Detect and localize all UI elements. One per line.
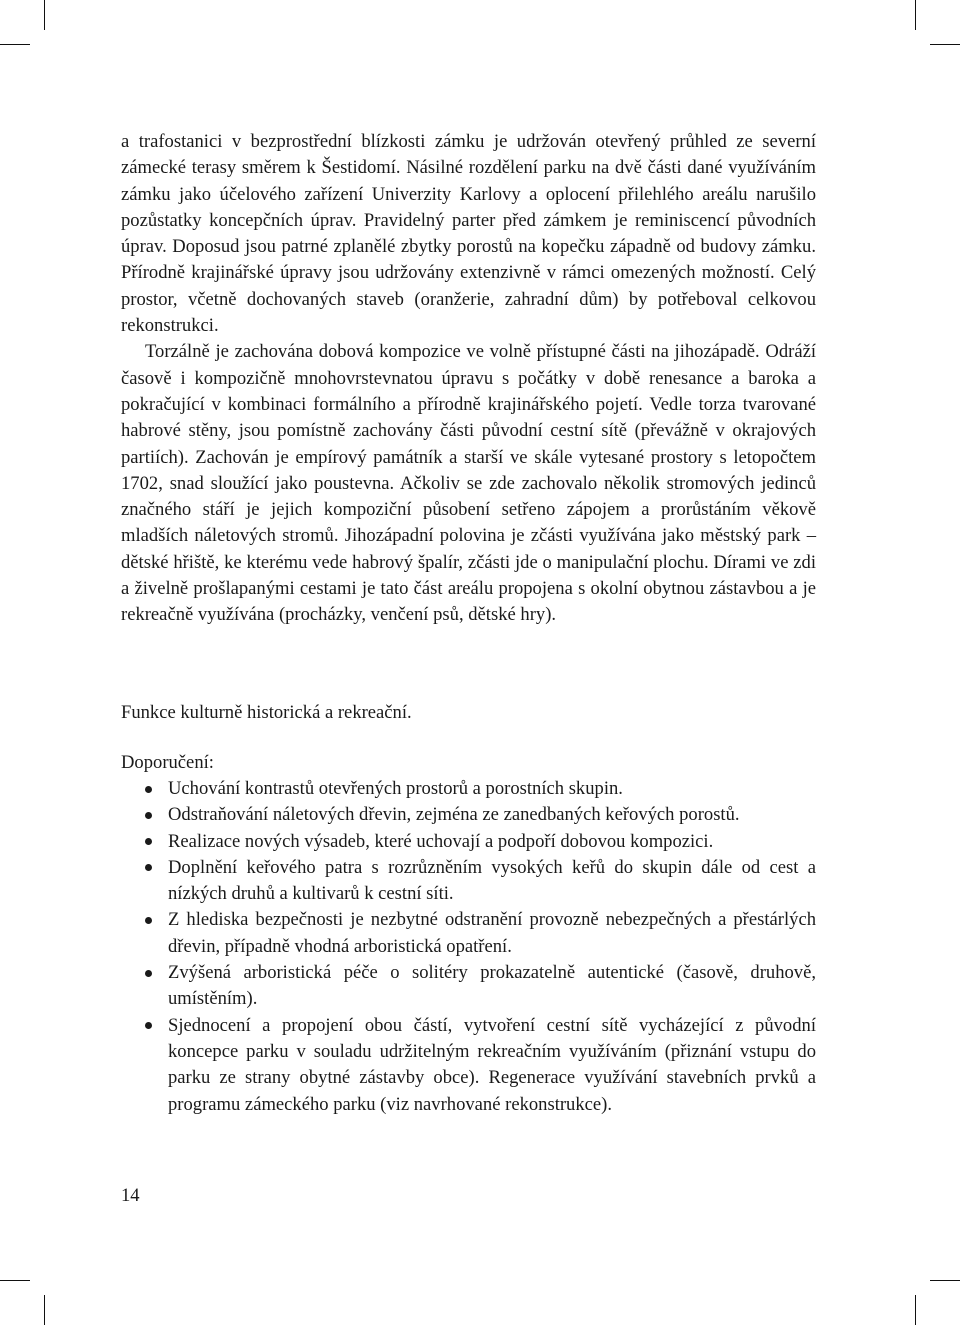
list-item	[168, 1013, 816, 1118]
crop-mark-bottom-right-horizontal	[930, 1280, 960, 1281]
list-item	[168, 960, 816, 1013]
body-text	[121, 129, 816, 629]
bullet-icon	[145, 786, 152, 793]
bullet-icon	[145, 864, 152, 871]
crop-mark-top-right-vertical	[915, 0, 916, 30]
crop-mark-top-right-horizontal	[930, 44, 960, 45]
bullet-icon	[145, 1022, 152, 1029]
list-item	[168, 907, 816, 960]
recommendations-heading: Doporučení:	[121, 752, 214, 773]
list-item-text: Sjednocení a propojení obou částí, vytvoření cestní sítě vycházející z původní koncepce parku v souladu udržitelným rekreačním využíváním (přiznání vstupu do parku ze strany obytné zástavby obce). Regenerace využívání stavebních prvků a programu zámeckého parku (viz navrhované rekonstrukce).	[168, 1014, 816, 1115]
list-item	[168, 829, 816, 855]
list-item-text: Doplnění keřového patra s rozrůzněním vysokých keřů do skupin dále od cest a nízkých druhů a kultivarů k cestní síti.	[168, 856, 816, 905]
paragraph-park-description: a trafostanici v bezprostřední blízkosti zámku je udržován otevřený průhled ze severní zámecké terasy směrem k Šestidomí. Násilné rozdělení parku na dvě části dané využíváním zámku jako účelového zařízení Univerzity Karlovy a oplocení přilehlého areálu narušilo pozůstatky koncepčních úprav. Pravidelný parter před zámkem je reminiscencí původních úprav. Doposud jsou patrné zplanělé zbytky porostů na kopečku západně od budovy zámku. Přírodně krajinářské úpravy jsou udržovány extenzivně v rámci omezených možností. Celý prostor, včetně dochovaných staveb (oranžerie, zahradní dům) by potřeboval celkovou rekonstrukci.	[121, 131, 816, 337]
list-item	[168, 802, 816, 828]
list-item	[168, 776, 816, 802]
bullet-icon	[145, 838, 152, 845]
crop-mark-bottom-left-vertical	[44, 1295, 45, 1325]
crop-mark-top-left-vertical	[44, 0, 45, 30]
paragraph-southwest-part: Torzálně je zachována dobová kompozice ve volně přístupné části na jihozápadě. Odráží časově i kompozičně mnohovrstevnatou úpravu s počátky v době renesance a baroka a pokračující v kombinaci formálního a přírodně krajinářského pojetí. Vedle torza tvarované habrové stěny, jsou pomístně zachovány části původní cestní sítě (převážně v okrajových partiích). Zachován je empírový památník a starší ve skále vytesané prostory s letopočtem 1702, snad sloužící jako poustevna. Ačkoliv se zde zachovalo několik stromových jedinců značného stáří je jejich kompoziční působení setřeno zápojem a prorůstáním věkově mladších náletových stromů. Jihozápadní polovina je zčásti využívána jako městský park – dětské hřiště, ke kterému vede habrový špalír, zčásti jde o manipulační plochu. Dírami ve zdi a živelně prošlapanými cestami je tato část areálu propojena s okolní obytnou zástavbou a je rekreačně využívána (procházky, venčení psů, dětské hry).	[121, 341, 816, 626]
list-item	[168, 855, 816, 908]
list-item-text: Realizace nových výsadeb, které uchovají a podpoří dobovou kompozici.	[168, 830, 714, 852]
list-item-text: Odstraňování náletových dřevin, zejména ze zanedbaných keřových porostů.	[168, 804, 740, 826]
recommendations-list	[168, 776, 816, 1118]
bullet-icon	[145, 917, 152, 924]
functions-line: Funkce kulturně historická a rekreační.	[121, 702, 412, 723]
crop-mark-top-left-horizontal	[0, 44, 30, 45]
list-item-text: Z hlediska bezpečnosti je nezbytné odstranění provozně nebezpečných a přestárlých dřevin, případně vhodná arboristická opatření.	[168, 909, 816, 957]
bullet-icon	[145, 812, 152, 819]
page-number: 14	[121, 1185, 140, 1206]
crop-mark-bottom-left-horizontal	[0, 1280, 30, 1281]
crop-mark-bottom-right-vertical	[915, 1295, 916, 1325]
list-item-text: Zvýšená arboristická péče o solitéry prokazatelně autentické (časově, druhově, umístěním).	[168, 962, 816, 1010]
bullet-icon	[145, 970, 152, 977]
list-item-text: Uchování kontrastů otevřených prostorů a porostních skupin.	[168, 778, 623, 799]
